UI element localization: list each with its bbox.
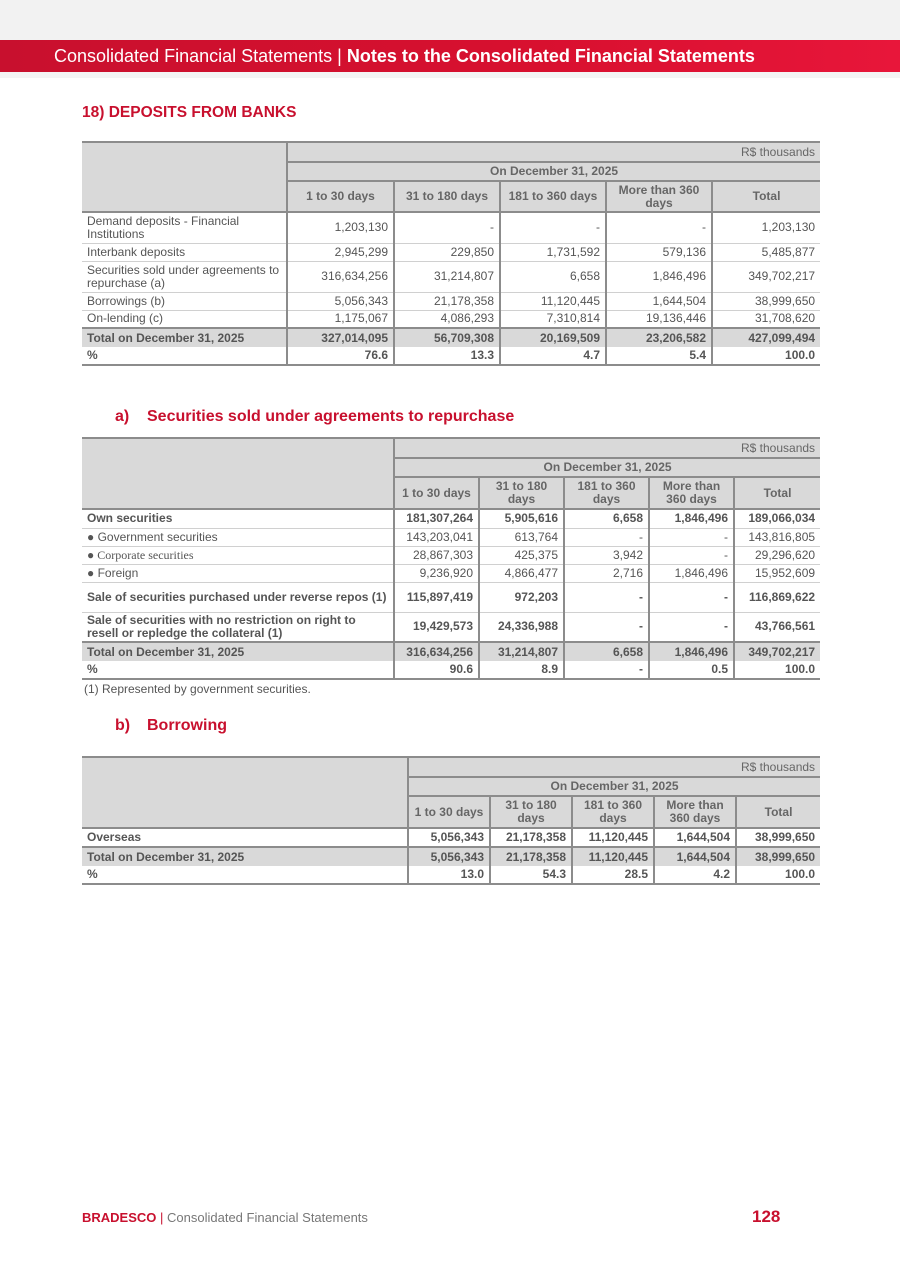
cell-value: 229,850 <box>394 243 500 261</box>
cell-value: 38,999,650 <box>736 847 820 866</box>
row-label: Sale of securities purchased under reverse repos (1) <box>82 582 394 612</box>
table-row <box>82 582 820 612</box>
column-header: 1 to 30 days <box>394 477 479 509</box>
cell-value: - <box>649 528 734 546</box>
header-title: Notes to the Consolidated Financial Statements <box>346 46 755 66</box>
cell-value: 2,945,299 <box>287 243 394 261</box>
cell-value: 181,307,264 <box>394 509 479 528</box>
percent-row <box>82 347 820 365</box>
cell-value: 100.0 <box>736 866 820 884</box>
cell-value: 43,766,561 <box>734 612 820 642</box>
row-label: Interbank deposits <box>82 243 287 261</box>
cell-value: 11,120,445 <box>572 847 654 866</box>
cell-value: 15,952,609 <box>734 564 820 582</box>
cell-value: 4.2 <box>654 866 736 884</box>
table-row <box>82 528 820 546</box>
cell-value: 6,658 <box>500 261 606 292</box>
cell-value: 24,336,988 <box>479 612 564 642</box>
table-row <box>82 310 820 328</box>
cell-value: 5,056,343 <box>408 828 490 847</box>
cell-value: 316,634,256 <box>287 261 394 292</box>
column-header: 31 to 180 days <box>394 181 500 212</box>
cell-value: 3,942 <box>564 546 649 564</box>
cell-value: 29,296,620 <box>734 546 820 564</box>
cell-value: 4.7 <box>500 347 606 365</box>
unit-label: R$ thousands <box>394 438 820 458</box>
cell-value: 21,178,358 <box>394 292 500 310</box>
cell-value: 327,014,095 <box>287 328 394 347</box>
cell-value: 2,716 <box>564 564 649 582</box>
cell-value: 316,634,256 <box>394 642 479 661</box>
cell-value: 425,375 <box>479 546 564 564</box>
cell-value: 1,175,067 <box>287 310 394 328</box>
header-text <box>54 46 755 67</box>
column-header: More than 360 days <box>606 181 712 212</box>
table-row <box>82 261 820 292</box>
cell-value: 6,658 <box>564 509 649 528</box>
header-banner <box>0 40 900 72</box>
cell-value: - <box>649 582 734 612</box>
cell-value: - <box>500 212 606 243</box>
column-header: Total <box>734 477 820 509</box>
footnote: (1) Represented by government securities. <box>84 682 311 696</box>
footer-separator: | <box>156 1210 168 1225</box>
column-header: 1 to 30 days <box>408 796 490 828</box>
row-label: Securities sold under agreements to repurchase (a) <box>82 261 287 292</box>
total-row <box>82 847 820 866</box>
row-label: Own securities <box>82 509 394 528</box>
period-label: On December 31, 2025 <box>287 162 820 181</box>
cell-value: 349,702,217 <box>712 261 820 292</box>
cell-value: - <box>394 212 500 243</box>
cell-value: 100.0 <box>734 661 820 679</box>
table-row <box>82 243 820 261</box>
cell-value: 4,086,293 <box>394 310 500 328</box>
cell-value: 8.9 <box>479 661 564 679</box>
unit-label: R$ thousands <box>408 757 820 777</box>
cell-value: 1,846,496 <box>649 509 734 528</box>
header-section: Consolidated Financial Statements | <box>54 46 347 66</box>
cell-value: 31,214,807 <box>394 261 500 292</box>
cell-value: 38,999,650 <box>712 292 820 310</box>
row-label: Borrowings (b) <box>82 292 287 310</box>
note-b-title: Borrowing <box>147 717 227 734</box>
row-label: ● Foreign <box>82 564 394 582</box>
cell-value: 1,846,496 <box>606 261 712 292</box>
cell-value: 13.3 <box>394 347 500 365</box>
table-row <box>82 212 820 243</box>
cell-value: - <box>564 612 649 642</box>
cell-value: 5,056,343 <box>408 847 490 866</box>
unit-label: R$ thousands <box>287 142 820 162</box>
cell-value: 5,485,877 <box>712 243 820 261</box>
row-label: % <box>82 661 394 679</box>
cell-value: 1,203,130 <box>712 212 820 243</box>
cell-value: 143,816,805 <box>734 528 820 546</box>
cell-value: 20,169,509 <box>500 328 606 347</box>
column-header: More than 360 days <box>649 477 734 509</box>
cell-value: 38,999,650 <box>736 828 820 847</box>
cell-value: 115,897,419 <box>394 582 479 612</box>
cell-value: 1,203,130 <box>287 212 394 243</box>
repurchase-table <box>82 437 820 680</box>
cell-value: 90.6 <box>394 661 479 679</box>
cell-value: 349,702,217 <box>734 642 820 661</box>
table-row <box>82 546 820 564</box>
table-row <box>82 509 820 528</box>
note-a-letter: a) <box>115 408 130 425</box>
cell-value: 6,658 <box>564 642 649 661</box>
column-header: 181 to 360 days <box>564 477 649 509</box>
cell-value: 31,708,620 <box>712 310 820 328</box>
period-label: On December 31, 2025 <box>408 777 820 796</box>
row-label: Total on December 31, 2025 <box>82 328 287 347</box>
table-row <box>82 292 820 310</box>
top-strip <box>0 0 900 40</box>
cell-value: 31,214,807 <box>479 642 564 661</box>
table-row <box>82 828 820 847</box>
row-label: % <box>82 866 408 884</box>
table-corner <box>82 438 394 509</box>
cell-value: 11,120,445 <box>500 292 606 310</box>
cell-value: 427,099,494 <box>712 328 820 347</box>
percent-row <box>82 661 820 679</box>
cell-value: 1,644,504 <box>606 292 712 310</box>
note-a-heading <box>115 408 514 426</box>
table-row <box>82 612 820 642</box>
period-label: On December 31, 2025 <box>394 458 820 477</box>
deposits-table <box>82 141 820 366</box>
footer-brand: BRADESCO <box>82 1210 157 1225</box>
row-label: % <box>82 347 287 365</box>
row-label: Demand deposits - Financial Institutions <box>82 212 287 243</box>
cell-value: 11,120,445 <box>572 828 654 847</box>
cell-value: 100.0 <box>712 347 820 365</box>
row-label: Total on December 31, 2025 <box>82 847 408 866</box>
cell-value: 972,203 <box>479 582 564 612</box>
table-row <box>82 564 820 582</box>
column-header: 181 to 360 days <box>500 181 606 212</box>
cell-value: 1,731,592 <box>500 243 606 261</box>
cell-value: 579,136 <box>606 243 712 261</box>
column-header: Total <box>736 796 820 828</box>
row-label: Total on December 31, 2025 <box>82 642 394 661</box>
percent-row <box>82 866 820 884</box>
row-label: On-lending (c) <box>82 310 287 328</box>
row-label: ● Government securities <box>82 528 394 546</box>
total-row <box>82 328 820 347</box>
note-b-letter: b) <box>115 717 131 734</box>
column-header: 31 to 180 days <box>490 796 572 828</box>
cell-value: 1,846,496 <box>649 564 734 582</box>
cell-value: 13.0 <box>408 866 490 884</box>
cell-value: 9,236,920 <box>394 564 479 582</box>
borrowing-table <box>82 756 820 885</box>
row-label: ● Corporate securities <box>82 546 394 564</box>
cell-value: - <box>649 546 734 564</box>
column-header: More than 360 days <box>654 796 736 828</box>
cell-value: 7,310,814 <box>500 310 606 328</box>
cell-value: 19,429,573 <box>394 612 479 642</box>
note-b-heading <box>115 717 227 735</box>
cell-value: 56,709,308 <box>394 328 500 347</box>
page-footer <box>82 1210 368 1225</box>
column-header: 181 to 360 days <box>572 796 654 828</box>
cell-value: 23,206,582 <box>606 328 712 347</box>
cell-value: - <box>606 212 712 243</box>
cell-value: 5.4 <box>606 347 712 365</box>
cell-value: - <box>649 612 734 642</box>
cell-value: 1,644,504 <box>654 847 736 866</box>
cell-value: 5,056,343 <box>287 292 394 310</box>
cell-value: 28,867,303 <box>394 546 479 564</box>
cell-value: 1,644,504 <box>654 828 736 847</box>
cell-value: 19,136,446 <box>606 310 712 328</box>
table-corner <box>82 142 287 212</box>
column-header: 1 to 30 days <box>287 181 394 212</box>
cell-value: 21,178,358 <box>490 847 572 866</box>
cell-value: 189,066,034 <box>734 509 820 528</box>
banner-shadow <box>0 72 900 78</box>
note-18-heading: 18) DEPOSITS FROM BANKS <box>82 104 297 121</box>
cell-value: 143,203,041 <box>394 528 479 546</box>
total-row <box>82 642 820 661</box>
cell-value: 21,178,358 <box>490 828 572 847</box>
row-label: Overseas <box>82 828 408 847</box>
cell-value: 0.5 <box>649 661 734 679</box>
cell-value: 1,846,496 <box>649 642 734 661</box>
table-corner <box>82 757 408 828</box>
cell-value: 5,905,616 <box>479 509 564 528</box>
note-a-title: Securities sold under agreements to repurchase <box>147 408 515 425</box>
page-number: 128 <box>752 1207 781 1226</box>
cell-value: - <box>564 582 649 612</box>
cell-value: 613,764 <box>479 528 564 546</box>
cell-value: - <box>564 528 649 546</box>
column-header: 31 to 180 days <box>479 477 564 509</box>
row-label: Sale of securities with no restriction on right to resell or repledge the collateral (1) <box>82 612 394 642</box>
cell-value: 4,866,477 <box>479 564 564 582</box>
cell-value: - <box>564 661 649 679</box>
cell-value: 54.3 <box>490 866 572 884</box>
column-header: Total <box>712 181 820 212</box>
footer-text: Consolidated Financial Statements <box>167 1210 368 1225</box>
cell-value: 76.6 <box>287 347 394 365</box>
cell-value: 116,869,622 <box>734 582 820 612</box>
cell-value: 28.5 <box>572 866 654 884</box>
